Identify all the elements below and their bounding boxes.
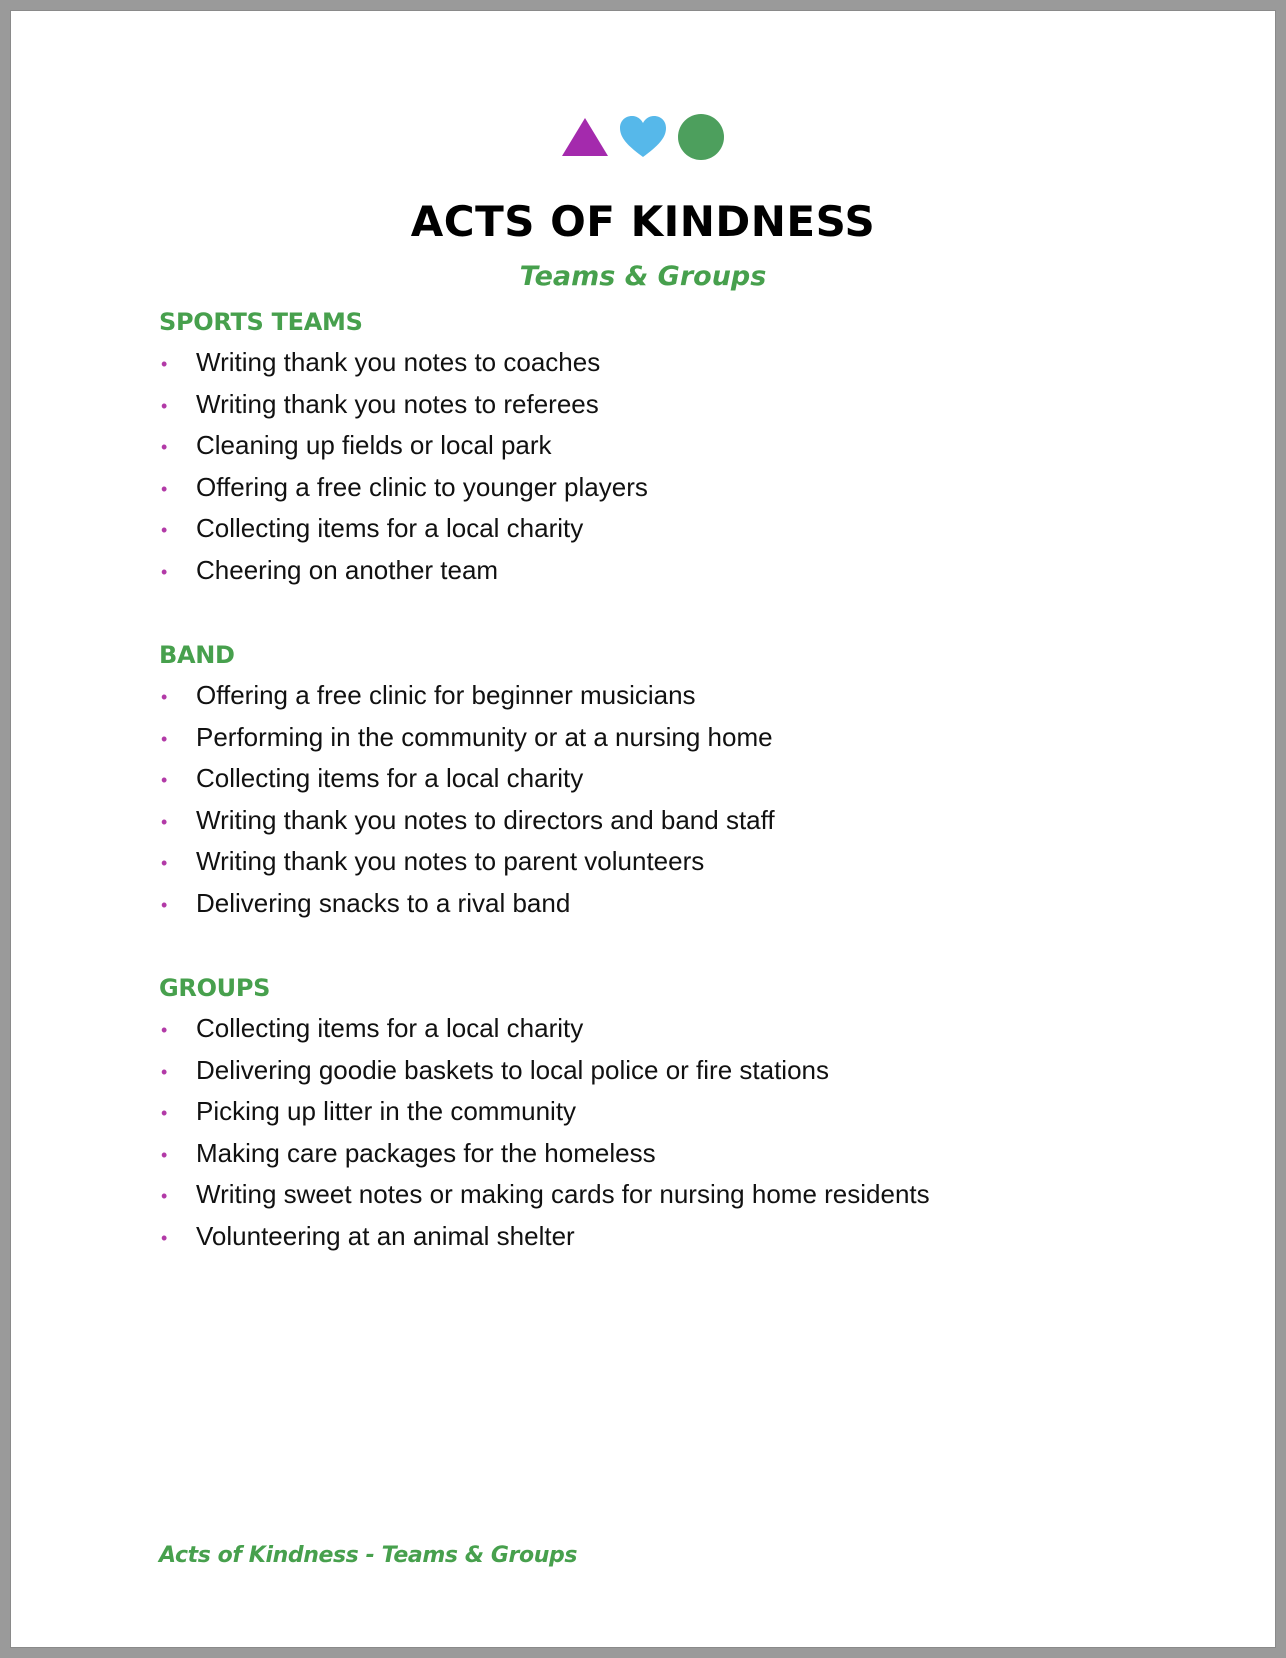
- circle-shape: [678, 114, 724, 160]
- heart-icon: [619, 115, 667, 159]
- list-item: [159, 719, 773, 761]
- page-title: ACTS OF KINDNESS: [410, 197, 876, 246]
- bullet-icon: •: [161, 687, 168, 707]
- list-item-text: Writing sweet notes or making cards for nursing home residents: [196, 1179, 930, 1210]
- bullet-icon: •: [161, 770, 168, 791]
- list-item-text: Delivering snacks to a rival band: [196, 887, 571, 918]
- logo: [11, 113, 1275, 161]
- list-item: [159, 760, 584, 802]
- section-band: [159, 640, 775, 927]
- list-item-text: Performing in the community or at a nursing home: [196, 721, 773, 752]
- list-item-text: Writing thank you notes to coaches: [196, 347, 601, 377]
- bullet-icon: •: [161, 395, 168, 416]
- list-item-text: Making care packages for the homeless: [196, 1137, 656, 1168]
- section-sports-teams: [159, 307, 648, 594]
- bullet-icon: •: [161, 1061, 168, 1082]
- list-item-text: Delivering goodie baskets to local police or fire stations: [196, 1054, 830, 1085]
- list-item-text: Writing thank you notes to referees: [196, 388, 599, 419]
- list-item: [159, 1093, 577, 1135]
- circle-icon: [677, 113, 725, 161]
- bullet-icon: •: [161, 437, 168, 458]
- bullet-icon: •: [161, 853, 168, 874]
- list-item: [159, 677, 696, 719]
- list-item: [159, 1010, 584, 1052]
- list-item: [159, 427, 552, 469]
- list-item: [159, 510, 584, 552]
- list-item-text: Picking up litter in the community: [196, 1096, 577, 1127]
- bullet-icon: •: [161, 520, 168, 541]
- list-item: [159, 344, 601, 386]
- bullet-icon: •: [161, 728, 168, 749]
- bullet-icon: •: [161, 478, 168, 499]
- list-item-text: Cleaning up fields or local park: [196, 430, 552, 461]
- section-heading: BAND: [159, 641, 235, 669]
- list-item-text: Collecting items for a local charity: [196, 1013, 584, 1043]
- list-item: [159, 1052, 830, 1094]
- document-page: [10, 10, 1276, 1648]
- section-heading: GROUPS: [159, 974, 271, 1002]
- list-item: [159, 386, 599, 428]
- triangle-icon: [561, 116, 609, 158]
- bullet-icon: •: [161, 561, 168, 582]
- bullet-icon: •: [161, 1144, 168, 1165]
- list-item: [159, 885, 571, 927]
- list-item: [159, 1218, 575, 1260]
- list-item: [159, 843, 705, 885]
- list-item-text: Collecting items for a local charity: [196, 513, 584, 544]
- heart-shape: [620, 116, 666, 157]
- list-item: [159, 802, 775, 844]
- section-groups: [159, 973, 930, 1260]
- bullet-icon: •: [161, 1103, 168, 1124]
- list-item: [159, 552, 499, 594]
- list-item-text: Writing thank you notes to directors and band staff: [196, 804, 775, 835]
- section-heading: SPORTS TEAMS: [159, 308, 363, 336]
- list-item-text: Collecting items for a local charity: [196, 763, 584, 794]
- triangle-shape: [562, 118, 608, 156]
- list-item: [159, 1135, 656, 1177]
- bullet-icon: •: [161, 1020, 168, 1040]
- bullet-icon: •: [161, 1227, 168, 1248]
- list-item: [159, 1176, 930, 1218]
- bullet-icon: •: [161, 811, 168, 832]
- list-item-text: Offering a free clinic to younger players: [196, 471, 648, 502]
- page-subtitle: Teams & Groups: [519, 261, 767, 292]
- bullet-icon: •: [161, 1186, 168, 1207]
- bullet-icon: •: [161, 354, 168, 374]
- list-item-text: Cheering on another team: [196, 554, 499, 585]
- page-footer: Acts of Kindness - Teams & Groups: [159, 1543, 578, 1568]
- list-item-text: Volunteering at an animal shelter: [196, 1220, 575, 1251]
- list-item: [159, 469, 648, 511]
- list-item-text: Offering a free clinic for beginner musicians: [196, 680, 696, 710]
- list-item-text: Writing thank you notes to parent volunteers: [196, 846, 705, 877]
- bullet-icon: •: [161, 894, 168, 915]
